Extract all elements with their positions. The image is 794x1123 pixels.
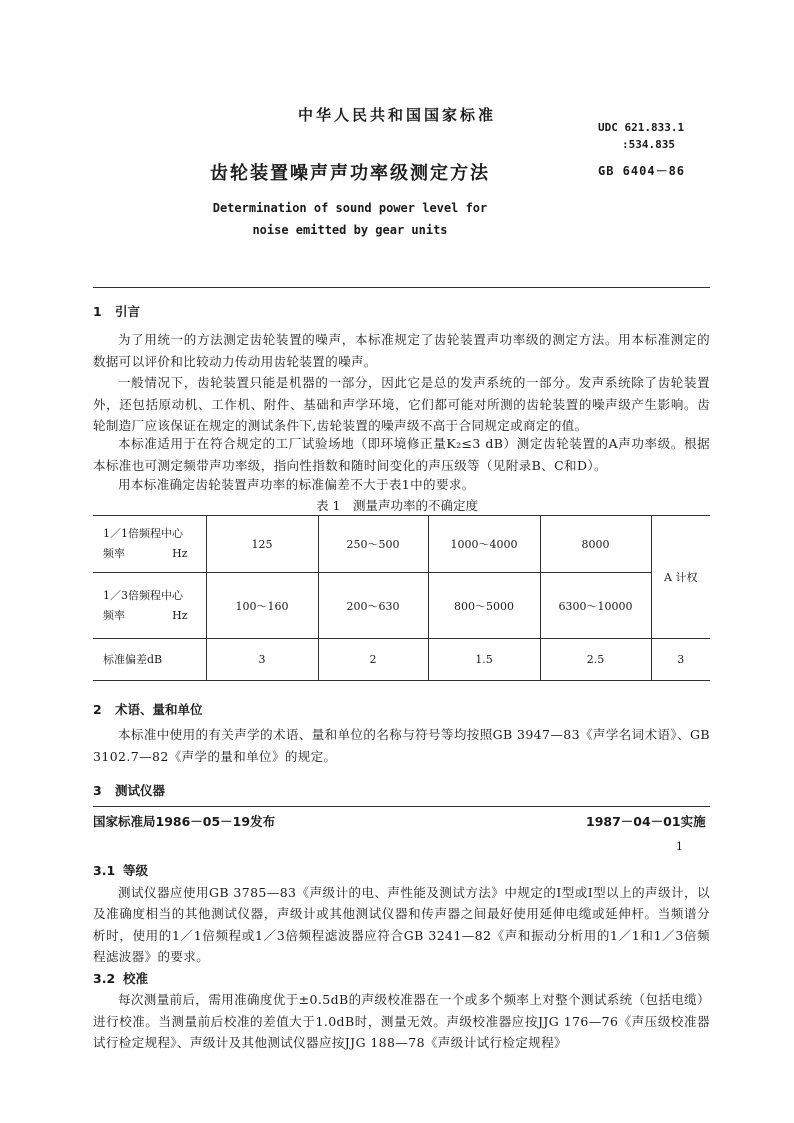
national-standard-heading: 中华人民共和国国家标准	[297, 106, 496, 124]
table-cell: 3	[651, 639, 710, 681]
row-header-label-2: 频率	[103, 547, 125, 560]
table-cell: 100～160	[206, 573, 318, 639]
table-cell: 3	[206, 639, 318, 681]
subsection-title: 校准	[123, 970, 149, 986]
section-number: 2	[93, 702, 102, 717]
table-row	[93, 639, 710, 681]
footer-divider	[93, 806, 710, 807]
table-row	[93, 516, 710, 573]
udc-line-2: :534.835	[622, 138, 675, 151]
section-1-paragraph-1: 为了用统一的方法测定齿轮装置的噪声，本标准规定了齿轮装置声功率级的测定方法。用本标准测定的数据可以评价和比较动力传动用齿轮装置的噪声。	[93, 332, 710, 369]
row-header-sub	[103, 544, 202, 564]
row-header-unit: Hz	[172, 608, 188, 622]
row-header-label: 1／1倍频程中心	[103, 527, 183, 540]
title-en-line-2: noise emitted by gear units	[252, 223, 448, 237]
section-title: 术语、量和单位	[115, 702, 203, 717]
table-cell: 125	[206, 516, 318, 573]
subsection-3-2-heading	[93, 968, 710, 990]
row-header-unit: Hz	[172, 547, 188, 560]
row-header	[93, 516, 206, 573]
uncertainty-table	[93, 515, 710, 681]
section-number: 3	[93, 783, 102, 798]
a-weighted-cell: A 计权	[651, 516, 710, 639]
subsection-3-1-paragraph: 测试仪器应使用GB 3785—83《声级计的电、声性能及测试方法》中规定的Ⅰ型或Ⅰ型以上的声级计，以及准确度相当的其他测试仪器，声级计或其他测试仪器和传声器之间最好使用延伸电缆或延伸杆。当频谱分析时，使用的1／1倍频程或1／3倍频程滤波器应符合GB 3241—82《声和振动分析用的1／1和1／3倍频程滤波器》的要求。	[93, 884, 710, 964]
row-header: 标准偏差dB	[93, 639, 206, 681]
row-header-sub	[103, 606, 202, 626]
table-cell: 1.5	[428, 639, 540, 681]
title-en-line-1: Determination of sound power level for	[212, 201, 488, 215]
page-number: 1	[676, 840, 683, 853]
section-1-paragraph-2: 一般情况下，齿轮装置只能是机器的一部分，因此它是总的发声系统的一部分。发声系统除了齿轮装置外，还包括原动机、工作机、附件、基础和声学环境，它们都可能对所测的齿轮装置的噪声级产生影响。齿轮制造厂应该保证在规定的测试条件下,齿轮装置的噪声级不高于合同规定或商定的值。	[93, 375, 710, 433]
section-3-heading	[93, 781, 165, 799]
gb-number: GB 6404－86	[598, 164, 686, 178]
section-2-heading	[93, 700, 203, 718]
section-1-paragraph-4: 用本标准确定齿轮装置声功率的标准偏差不大于表1中的要求。	[118, 477, 475, 492]
document-title-cn: 齿轮装置噪声声功率级测定方法	[210, 163, 490, 184]
table-cell: 8000	[540, 516, 651, 573]
table-cell: 6300～10000	[540, 573, 651, 639]
section-3-body	[93, 860, 710, 1054]
document-title-en	[0, 197, 700, 241]
udc-line-1: UDC 621.833.1	[598, 121, 685, 134]
issue-date: 国家标准局1986－05－19发布	[93, 814, 276, 829]
table-row	[93, 573, 710, 639]
header-divider	[93, 287, 710, 288]
subsection-3-1-heading	[93, 860, 710, 882]
section-title: 引言	[115, 304, 141, 319]
section-number: 1	[93, 304, 102, 319]
subsection-number: 3.2	[93, 970, 116, 986]
row-header-label-2: 频率	[103, 608, 125, 622]
table-cell: 200～630	[318, 573, 428, 639]
section-title: 测试仪器	[115, 783, 166, 798]
table-cell: 2.5	[540, 639, 651, 681]
table-cell: 1000～4000	[428, 516, 540, 573]
section-2-paragraph: 本标准中使用的有关声学的术语、量和单位的名称与符号等均按照GB 3947—83《声学名词术语》、GB 3102.7—82《声学的量和单位》的规定。	[93, 727, 710, 764]
section-1-heading	[93, 302, 140, 320]
subsection-title: 等级	[123, 863, 149, 878]
subsection-3-2-paragraph: 每次测量前后，需用准确度优于±0.5dB的声级校准器在一个或多个频率上对整个测试系统（包括电缆）进行校准。当测量前后校准的差值大于1.0dB时，测量无效。声级校准器应按JJG 176—76《声压级校准器试行检定规程》、声级计及其他测试仪器应按JJG 188—78《声级计试行检定规程》	[93, 992, 710, 1050]
row-header	[93, 573, 206, 639]
subsection-number: 3.1	[93, 863, 116, 878]
udc-code	[598, 119, 684, 153]
row-header-label: 1／3倍频程中心	[103, 588, 183, 602]
table-cell: 250～500	[318, 516, 428, 573]
table-cell: 2	[318, 639, 428, 681]
table-caption: 表 1 测量声功率的不确定度	[316, 498, 478, 513]
section-1-paragraph-3: 本标准适用于在符合规定的工厂试验场地（即环境修正量K₂≤3 dB）测定齿轮装置的A声功率级。根据本标准也可测定频带声功率级，指向性指数和随时间变化的声压级等（见附录B、C和D）。	[93, 436, 710, 473]
table-cell: 800～5000	[428, 573, 540, 639]
effective-date: 1987－04－01实施	[586, 814, 706, 829]
